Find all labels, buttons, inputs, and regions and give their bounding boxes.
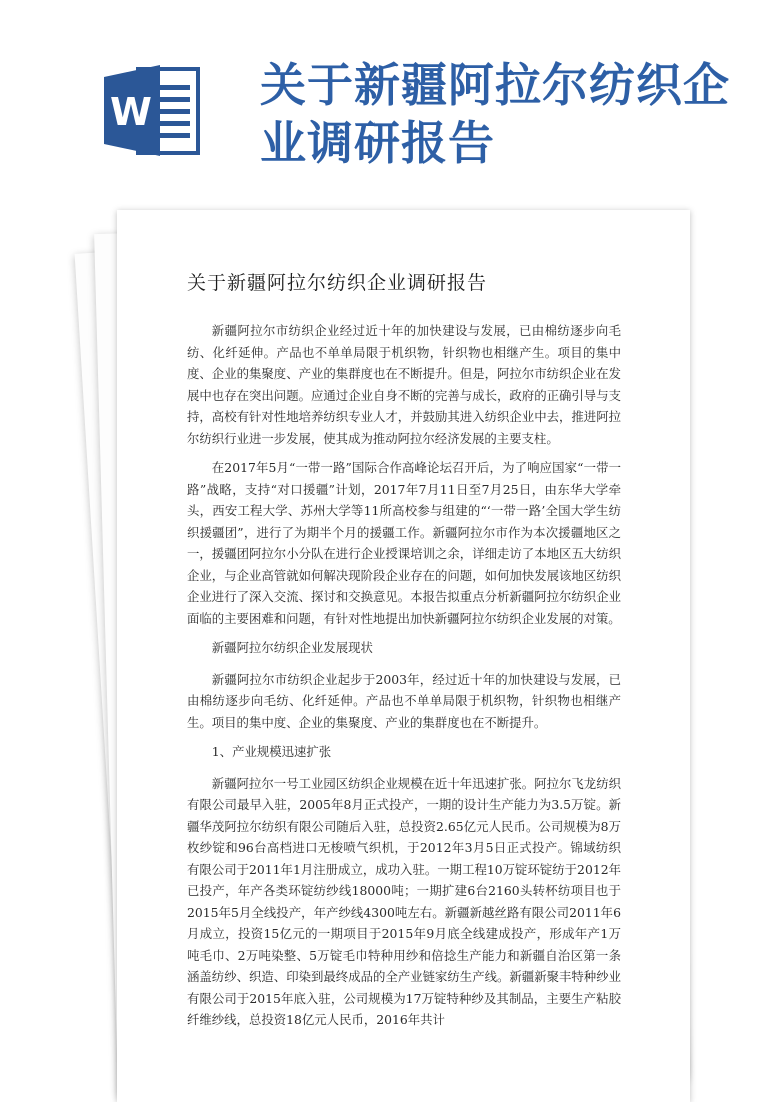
banner [0,0,780,200]
section-heading: 新疆阿拉尔纺织企业发展现状 [211,640,373,655]
paragraph: 新疆阿拉尔一号工业园区纺织企业规模在近十年迅速扩张。阿拉尔飞龙纺织有限公司最早入驻，2005年8月正式投产，一期的设计生产能力为3.5万锭。新疆华茂阿拉尔纺织有限公司随后入驻，总投资2.65亿元人民币。公司规模为8万枚纱锭和96台高档进口无梭喷气织机，于2012年3月5日正式投产。锦域纺织有限公司于2011年1月注册成立，成功入驻。一期工程10万锭环锭纺于2012年已投产，年产各类环锭纺纱线18000吨；一期扩建6台2160头转杯纺项目也于2015年5月全线投产，年产纱线4300吨左右。新疆新越丝路有限公司2011年6月成立，投资15亿元的一期项目于2015年9月底全线建成投产，形成年产1万吨毛巾、2万吨染整、5万锭毛巾特种用纱和倍捻生产能力和新疆自治区第一条涵盖纺纱、织造、印染到最终成品的全产业链家纺生产线。新疆新聚丰特种纱业有限公司于2015年底入驻，公司规模为17万锭特种纱及其制品，主要生产粘胶纤维纱线，总投资18亿元人民币，2016年共计 [187,775,621,1027]
page-title: 关于新疆阿拉尔纺织企业调研报告 [260,58,730,170]
paragraph: 新疆阿拉尔市纺织企业经过近十年的加快建设与发展，已由棉纺逐步向毛纺、化纤延伸。产品也不单单局限于机织物，针织物也相继产生。项目的集中度、企业的集聚度、产业的集群度也在不断提升。但是，阿拉尔市纺织企业在发展中也存在突出问题。应通过企业自身不断的完善与成长，政府的正确引导与支持，高校有针对性地培养纺织专业人才，并鼓励其进入纺织企业中去，推进阿拉尔纺织行业进一步发展，使其成为推动阿拉尔经济发展的主要支柱。 [187,323,621,446]
document-page [117,210,690,1102]
word-document-icon [104,63,204,158]
document-body [187,320,621,1039]
paragraph: 新疆阿拉尔市纺织企业起步于2003年，经过近十年的加快建设与发展，已由棉纺逐步向毛纺、化纤延伸。产品也不单单局限于机织物，针织物也相继产生。项目的集中度、企业的集聚度、产业的集群度也在不断提升。 [187,671,621,730]
subsection-heading: 1、产业规模迅速扩张 [211,744,332,759]
svg-text:W: W [110,90,152,134]
paragraph: 在2017年5月“一带一路”国际合作高峰论坛召开后，为了响应国家“一带一路”战略，支持“对口援疆”计划，2017年7月11日至7月25日，由东华大学牵头，西安工程大学、苏州大学等11所高校参与组建的“‘一带一路’全国大学生纺织援疆团”，进行了为期半个月的援疆工作。新疆阿拉尔市作为本次援疆地区之一，援疆团阿拉尔小分队在进行企业授课培训之余，详细走访了本地区五大纺织企业，与企业高管就如何解决现阶段企业存在的问题，如何加快发展该地区纺织企业进行了深入交流、探讨和交换意见。本报告拟重点分析新疆阿拉尔纺织企业面临的主要困难和问题，有针对性地提出加快新疆阿拉尔纺织企业发展的对策。 [187,460,621,626]
document-title: 关于新疆阿拉尔纺织企业调研报告 [187,272,488,294]
